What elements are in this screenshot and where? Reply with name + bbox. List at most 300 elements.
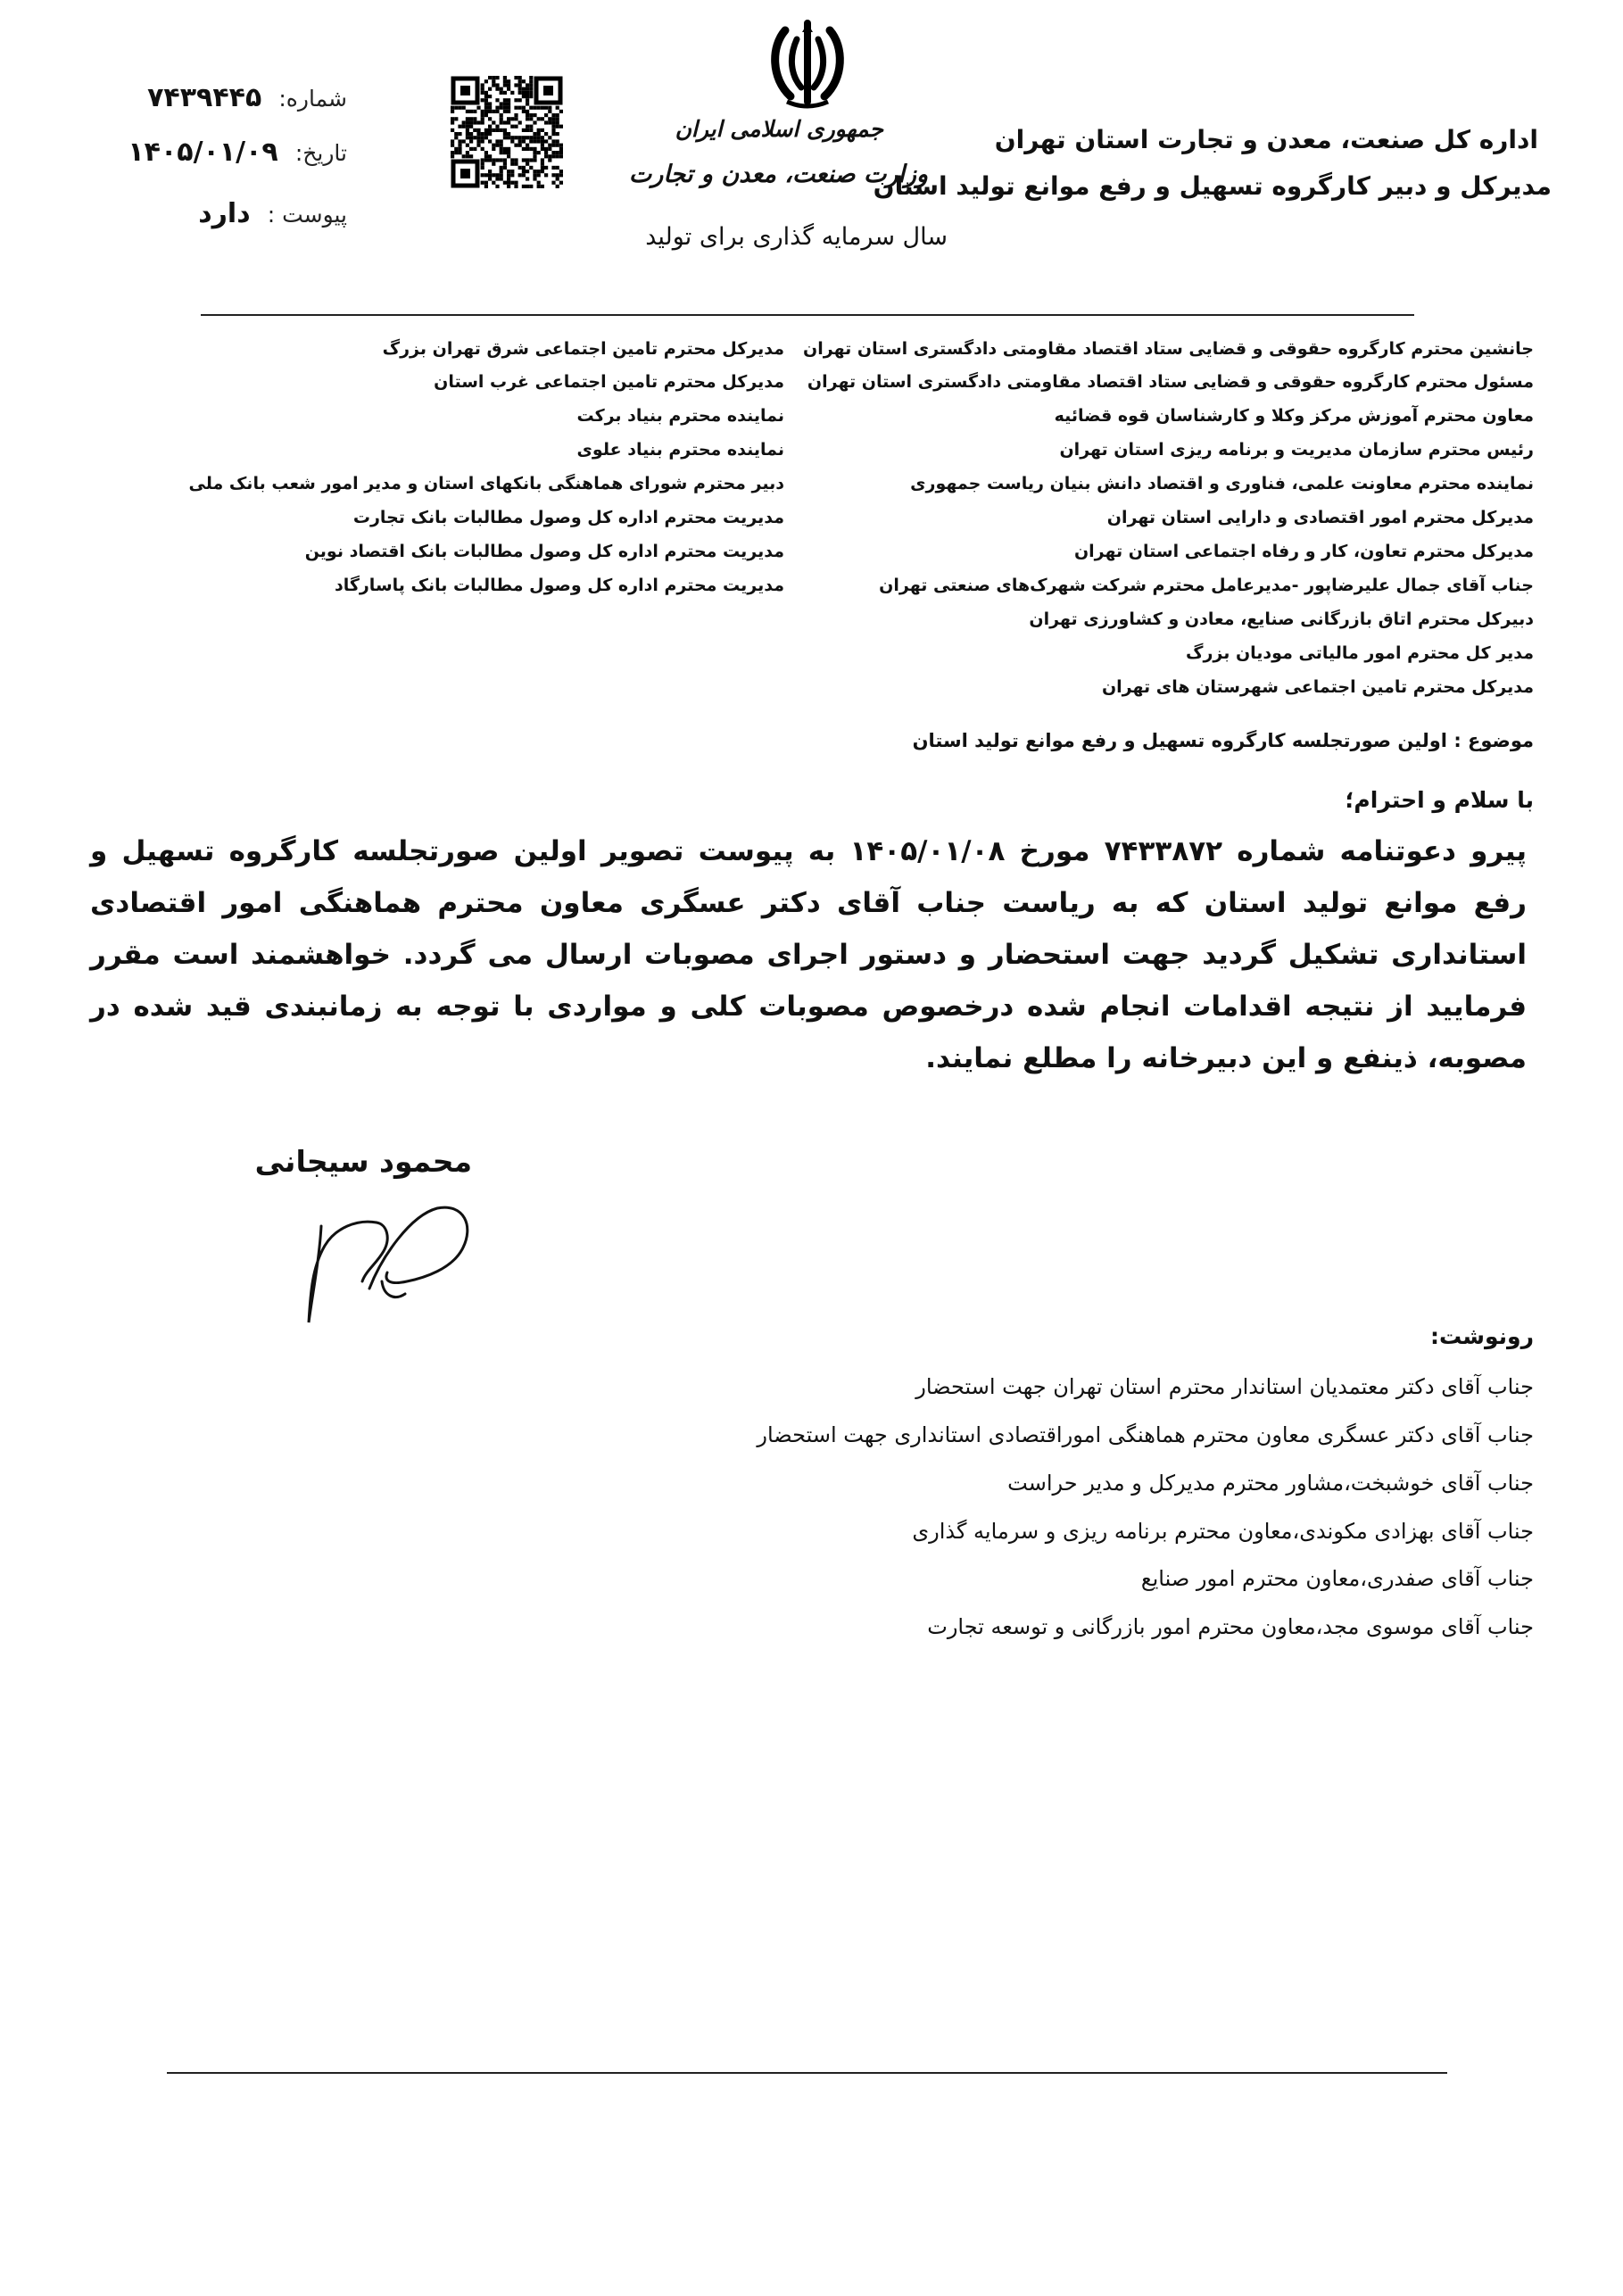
qr-module <box>541 117 544 120</box>
qr-module <box>503 147 507 151</box>
qr-module <box>503 120 507 124</box>
qr-module <box>484 113 488 117</box>
qr-module <box>518 106 522 110</box>
qr-module <box>548 147 551 151</box>
qr-module <box>533 147 536 151</box>
qr-module <box>473 128 476 132</box>
qr-module <box>495 110 499 113</box>
qr-module <box>518 91 522 95</box>
qr-module <box>507 170 510 173</box>
qr-module <box>507 185 510 188</box>
letter-attachment <box>198 198 347 229</box>
qr-module <box>503 98 507 102</box>
qr-module <box>503 128 507 132</box>
letter-number-value: ۷۴۳۹۴۴۵ <box>147 82 262 113</box>
qr-module <box>476 139 480 143</box>
qr-module <box>495 139 499 143</box>
qr-module <box>559 125 563 128</box>
qr-module <box>518 139 522 143</box>
qr-module <box>526 185 529 188</box>
qr-module <box>551 139 555 143</box>
qr-module <box>481 181 484 185</box>
qr-module <box>533 113 536 117</box>
addressee-item: مدیرکل محترم تامین اجتماعی غرب استان <box>434 372 784 392</box>
qr-module <box>458 106 461 110</box>
qr-module <box>476 132 480 136</box>
cc-item: جناب آقای صفدری،معاون محترم امور صنایع <box>1140 1566 1534 1591</box>
qr-module <box>544 132 548 136</box>
qr-module <box>533 132 536 136</box>
qr-module <box>454 132 458 136</box>
qr-module <box>488 125 492 128</box>
qr-module <box>495 98 499 102</box>
qr-module <box>473 120 476 124</box>
addressee-item: مدیر کل محترم امور مالیاتی مودیان بزرگ <box>1185 643 1534 663</box>
qr-module <box>526 83 529 87</box>
qr-module <box>514 113 518 117</box>
qr-module <box>481 173 484 177</box>
qr-module <box>551 154 555 158</box>
letter-date-value: ۱۴۰۵/۰۱/۰۹ <box>128 137 278 168</box>
qr-module <box>522 173 526 177</box>
qr-module <box>544 120 548 124</box>
qr-module <box>484 79 488 83</box>
qr-module <box>522 106 526 110</box>
qr-module <box>544 173 548 177</box>
qr-module <box>454 117 458 120</box>
qr-module <box>526 98 529 102</box>
qr-module <box>537 173 541 177</box>
qr-module <box>469 120 473 124</box>
qr-module <box>533 177 536 180</box>
qr-module <box>481 113 484 117</box>
qr-module <box>526 87 529 91</box>
addressee-item: مدیریت محترم اداره کل وصول مطالبات بانک اقتصاد نوین <box>304 542 784 561</box>
qr-module <box>484 102 488 105</box>
qr-module <box>522 91 526 95</box>
qr-module <box>500 170 503 173</box>
qr-module <box>551 120 555 124</box>
qr-module <box>522 136 526 139</box>
addressee-item: مدیریت محترم اداره کل وصول مطالبات بانک پاسارگاد <box>334 576 784 595</box>
qr-module <box>495 144 499 147</box>
qr-module <box>533 158 536 162</box>
addressee-item: جناب آقای جمال علیرضاپور -مدیرعامل محترم شرکت شهرک‌های صنعتی تهران <box>879 576 1534 595</box>
cc-item: جناب آقای دکتر معتمدیان استاندار محترم استان تهران جهت استحضار <box>915 1374 1534 1399</box>
addressee-item: مدیریت محترم اداره کل وصول مطالبات بانک تجارت <box>352 508 784 527</box>
qr-module <box>488 158 492 162</box>
qr-module <box>481 110 484 113</box>
addressee-item: مدیرکل محترم تامین اجتماعی شرق تهران بزرگ <box>382 339 784 359</box>
qr-module <box>541 158 544 162</box>
qr-module <box>548 144 551 147</box>
qr-module <box>500 117 503 120</box>
qr-module <box>458 125 461 128</box>
qr-module <box>526 144 529 147</box>
qr-module <box>537 181 541 185</box>
qr-module <box>454 147 458 151</box>
qr-module <box>484 110 488 113</box>
qr-module <box>537 136 541 139</box>
qr-module <box>556 173 559 177</box>
qr-module <box>514 117 518 120</box>
qr-module <box>556 117 559 120</box>
qr-module <box>518 136 522 139</box>
qr-module <box>481 83 484 87</box>
qr-module <box>469 136 473 139</box>
qr-module <box>503 166 507 170</box>
qr-module <box>522 128 526 132</box>
qr-module <box>484 158 488 162</box>
qr-module <box>492 76 495 79</box>
qr-module <box>462 120 466 124</box>
letter-date <box>128 137 347 168</box>
qr-module <box>507 87 510 91</box>
qr-module <box>481 91 484 95</box>
qr-module <box>500 173 503 177</box>
qr-module <box>488 106 492 110</box>
qr-module <box>481 136 484 139</box>
letter-number <box>147 82 347 113</box>
footer-divider <box>167 2072 1447 2074</box>
qr-module <box>500 120 503 124</box>
qr-module <box>518 87 522 91</box>
qr-module <box>458 132 461 136</box>
qr-module <box>529 128 533 132</box>
qr-module <box>526 128 529 132</box>
qr-module <box>526 125 529 128</box>
qr-module <box>522 170 526 173</box>
qr-module <box>541 162 544 166</box>
qr-module <box>529 125 533 128</box>
addressee-item: مسئول محترم کارگروه حقوقی و قضایی ستاد اقتصاد مقاومتی دادگستری استان تهران <box>807 372 1534 392</box>
qr-module <box>541 144 544 147</box>
qr-module <box>488 173 492 177</box>
qr-module <box>544 113 548 117</box>
qr-module <box>559 110 563 113</box>
qr-module <box>495 87 499 91</box>
qr-module <box>484 91 488 95</box>
qr-module <box>537 139 541 143</box>
qr-module <box>510 170 514 173</box>
qr-module <box>551 173 555 177</box>
qr-module <box>544 154 548 158</box>
qr-module <box>559 147 563 151</box>
qr-module <box>556 185 559 188</box>
qr-module <box>488 95 492 98</box>
qr-module <box>522 87 526 91</box>
qr-module <box>514 162 518 166</box>
qr-module <box>495 76 499 79</box>
qr-module <box>495 185 499 188</box>
qr-module <box>507 79 510 83</box>
qr-module <box>556 120 559 124</box>
qr-module <box>492 128 495 132</box>
qr-module <box>503 76 507 79</box>
qr-module <box>451 128 454 132</box>
qr-module <box>500 87 503 91</box>
qr-module <box>514 83 518 87</box>
qr-module <box>469 110 473 113</box>
qr-module <box>500 106 503 110</box>
qr-module <box>544 151 548 154</box>
qr-module <box>451 154 454 158</box>
qr-module <box>533 173 536 177</box>
qr-module <box>476 128 480 132</box>
qr-module <box>503 151 507 154</box>
qr-module <box>537 185 541 188</box>
qr-module <box>510 91 514 95</box>
addressee-item: رئیس محترم سازمان مدیریت و برنامه ریزی استان تهران <box>1059 440 1534 460</box>
qr-module <box>514 144 518 147</box>
qr-module <box>518 76 522 79</box>
qr-module <box>476 144 480 147</box>
qr-module <box>462 125 466 128</box>
qr-module <box>484 106 488 110</box>
qr-module <box>510 181 514 185</box>
qr-module <box>537 151 541 154</box>
qr-module <box>537 117 541 120</box>
qr-module <box>492 110 495 113</box>
qr-module <box>495 83 499 87</box>
qr-module <box>533 139 536 143</box>
qr-module <box>484 95 488 98</box>
qr-module <box>466 110 469 113</box>
qr-module <box>526 162 529 166</box>
addressee-item: مدیرکل محترم تعاون، کار و رفاه اجتماعی استان تهران <box>1073 542 1534 561</box>
qr-module <box>484 181 488 185</box>
qr-module <box>551 113 555 117</box>
qr-module <box>488 110 492 113</box>
qr-module <box>507 120 510 124</box>
qr-module <box>500 113 503 117</box>
qr-module <box>529 83 533 87</box>
qr-module <box>466 125 469 128</box>
signer-name: محمود سیجانی <box>254 1144 472 1179</box>
qr-module <box>510 125 514 128</box>
qr-module <box>454 136 458 139</box>
qr-module <box>559 154 563 158</box>
qr-module <box>466 132 469 136</box>
qr-module <box>458 151 461 154</box>
qr-module <box>481 162 484 166</box>
qr-module <box>529 113 533 117</box>
qr-module <box>500 144 503 147</box>
header-divider <box>201 314 1414 316</box>
org-title: اداره کل صنعت، معدن و تجارت استان تهران <box>994 125 1538 154</box>
qr-module <box>462 139 466 143</box>
qr-module <box>522 139 526 143</box>
qr-module <box>522 95 526 98</box>
qr-module <box>556 166 559 170</box>
qr-module <box>462 154 466 158</box>
qr-module <box>500 102 503 105</box>
qr-module <box>537 170 541 173</box>
cc-item: جناب آقای بهزادی مکوندی،معاون محترم برنامه ریزی و سرمایه گذاری <box>912 1519 1534 1544</box>
qr-module <box>526 91 529 95</box>
qr-module <box>466 136 469 139</box>
qr-module <box>503 102 507 105</box>
qr-module <box>526 113 529 117</box>
qr-module <box>484 98 488 102</box>
qr-module <box>529 106 533 110</box>
qr-module <box>529 147 533 151</box>
qr-module <box>514 125 518 128</box>
qr-module <box>518 166 522 170</box>
addressee-item: معاون محترم آموزش مرکز وکلا و کارشناسان قوه قضائیه <box>1054 406 1534 426</box>
qr-module <box>507 110 510 113</box>
qr-module <box>526 170 529 173</box>
qr-module <box>551 166 555 170</box>
qr-module <box>462 106 466 110</box>
addressee-item: جانشین محترم کارگروه حقوقی و قضایی ستاد اقتصاد مقاومتی دادگستری استان تهران <box>803 339 1534 359</box>
qr-module <box>481 158 484 162</box>
qr-module <box>507 117 510 120</box>
qr-module <box>488 117 492 120</box>
emblem-ministry-name: وزارت صنعت، معدن و تجارت <box>628 161 928 188</box>
qr-module <box>548 106 551 110</box>
qr-module <box>466 154 469 158</box>
qr-module <box>500 139 503 143</box>
emblem-country-name: جمهوری اسلامی ایران <box>675 116 883 142</box>
qr-module <box>541 139 544 143</box>
qr-module <box>544 147 548 151</box>
qr-module <box>495 128 499 132</box>
qr-module <box>514 185 518 188</box>
qr-module <box>495 158 499 162</box>
qr-module <box>514 136 518 139</box>
qr-module <box>488 102 492 105</box>
qr-module <box>533 106 536 110</box>
qr-module <box>518 120 522 124</box>
qr-module <box>484 173 488 177</box>
qr-module <box>473 136 476 139</box>
qr-module <box>469 139 473 143</box>
qr-module <box>529 136 533 139</box>
qr-module <box>556 177 559 180</box>
qr-module <box>495 173 499 177</box>
cc-item: جناب آقای خوشبخت،مشاور محترم مدیرکل و مدیر حراست <box>1007 1471 1534 1496</box>
qr-module <box>481 166 484 170</box>
qr-module <box>518 83 522 87</box>
qr-module <box>518 144 522 147</box>
qr-module <box>492 83 495 87</box>
qr-module <box>488 132 492 136</box>
attachment-label: پیوست : <box>267 202 347 228</box>
qr-module <box>451 117 454 120</box>
qr-module <box>466 144 469 147</box>
qr-module <box>537 106 541 110</box>
qr-module <box>503 132 507 136</box>
qr-module <box>510 136 514 139</box>
qr-module <box>522 79 526 83</box>
letter-date-label: تاریخ: <box>294 140 347 166</box>
qr-module <box>518 98 522 102</box>
qr-module <box>503 181 507 185</box>
handwritten-signature <box>294 1196 482 1330</box>
qr-module <box>526 102 529 105</box>
addressee-item: مدیرکل محترم تامین اجتماعی شهرستان های تهران <box>1101 677 1534 697</box>
qr-module <box>548 158 551 162</box>
qr-module <box>495 177 499 180</box>
qr-module <box>481 117 484 120</box>
qr-module <box>548 154 551 158</box>
qr-module <box>541 136 544 139</box>
qr-module <box>507 181 510 185</box>
qr-module <box>458 144 461 147</box>
qr-module <box>518 173 522 177</box>
qr-module <box>481 147 484 151</box>
qr-module <box>481 132 484 136</box>
qr-module <box>544 166 548 170</box>
qr-module <box>488 128 492 132</box>
qr-module <box>451 139 454 143</box>
qr-module <box>533 136 536 139</box>
qr-module <box>492 158 495 162</box>
qr-module <box>526 147 529 151</box>
addressee-item: مدیرکل محترم امور اقتصادی و دارایی استان تهران <box>1106 508 1534 527</box>
qr-module <box>551 117 555 120</box>
year-slogan: سال سرمایه گذاری برای تولید <box>645 223 948 251</box>
qr-module <box>451 106 454 110</box>
qr-module <box>469 132 473 136</box>
qr-module <box>514 76 518 79</box>
qr-module <box>510 158 514 162</box>
qr-module <box>518 79 522 83</box>
qr-module <box>529 117 533 120</box>
qr-module <box>529 139 533 143</box>
qr-module <box>556 139 559 143</box>
qr-module <box>510 117 514 120</box>
letter-body: پیرو دعوتنامه شماره ۷۴۳۳۸۷۲ مورخ ۱۴۰۵/۰۱/۰۸ به پیوست تصویر اولین صورتجلسه کارگروه تسهیل و رفع موانع تولید استان که به ریاست جناب آقای دکتر عسگری معاون محترم هماهنگی امور اقتصادی استانداری تشکیل گردید جهت استحضار و دستور اجرای مصوبات ارسال می گردد. خواهشمند است مقرر فرمایید از نتیجه اقدامات انجام شده درخصوص مصوبات کلی و مواردی با توجه به زمانبندی قید شده در مصوبه، ذینفع و این دبیرخانه را مطلع نمایند. <box>90 835 1527 1074</box>
qr-module <box>492 162 495 166</box>
qr-module <box>466 117 469 120</box>
qr-module <box>507 136 510 139</box>
qr-module <box>526 158 529 162</box>
qr-module <box>529 158 533 162</box>
qr-module <box>556 106 559 110</box>
qr-module <box>507 151 510 154</box>
qr-module <box>526 117 529 120</box>
qr-module <box>488 139 492 143</box>
qr-module <box>484 128 488 132</box>
letter-number-label: شماره: <box>278 86 347 112</box>
qr-module <box>526 95 529 98</box>
addressee-item: نماینده محترم بنیاد برکت <box>576 406 784 426</box>
qr-module <box>500 166 503 170</box>
qr-module <box>551 128 555 132</box>
qr-module <box>473 110 476 113</box>
qr-module <box>473 147 476 151</box>
qr-module <box>522 166 526 170</box>
qr-module <box>500 147 503 151</box>
qr-module <box>541 185 544 188</box>
qr-module <box>492 120 495 124</box>
qr-module <box>548 117 551 120</box>
qr-module <box>495 106 499 110</box>
qr-module <box>451 151 454 154</box>
qr-module <box>481 98 484 102</box>
qr-module <box>451 110 454 113</box>
qr-module <box>556 113 559 117</box>
qr-module <box>507 173 510 177</box>
cc-item: جناب آقای دکتر عسگری معاون محترم هماهنگی اموراقتصادی استانداری جهت استحضار <box>757 1422 1534 1447</box>
qr-module <box>454 151 458 154</box>
qr-module <box>559 173 563 177</box>
cc-title: رونوشت: <box>1429 1323 1534 1349</box>
qr-module <box>469 117 473 120</box>
qr-module <box>529 76 533 79</box>
